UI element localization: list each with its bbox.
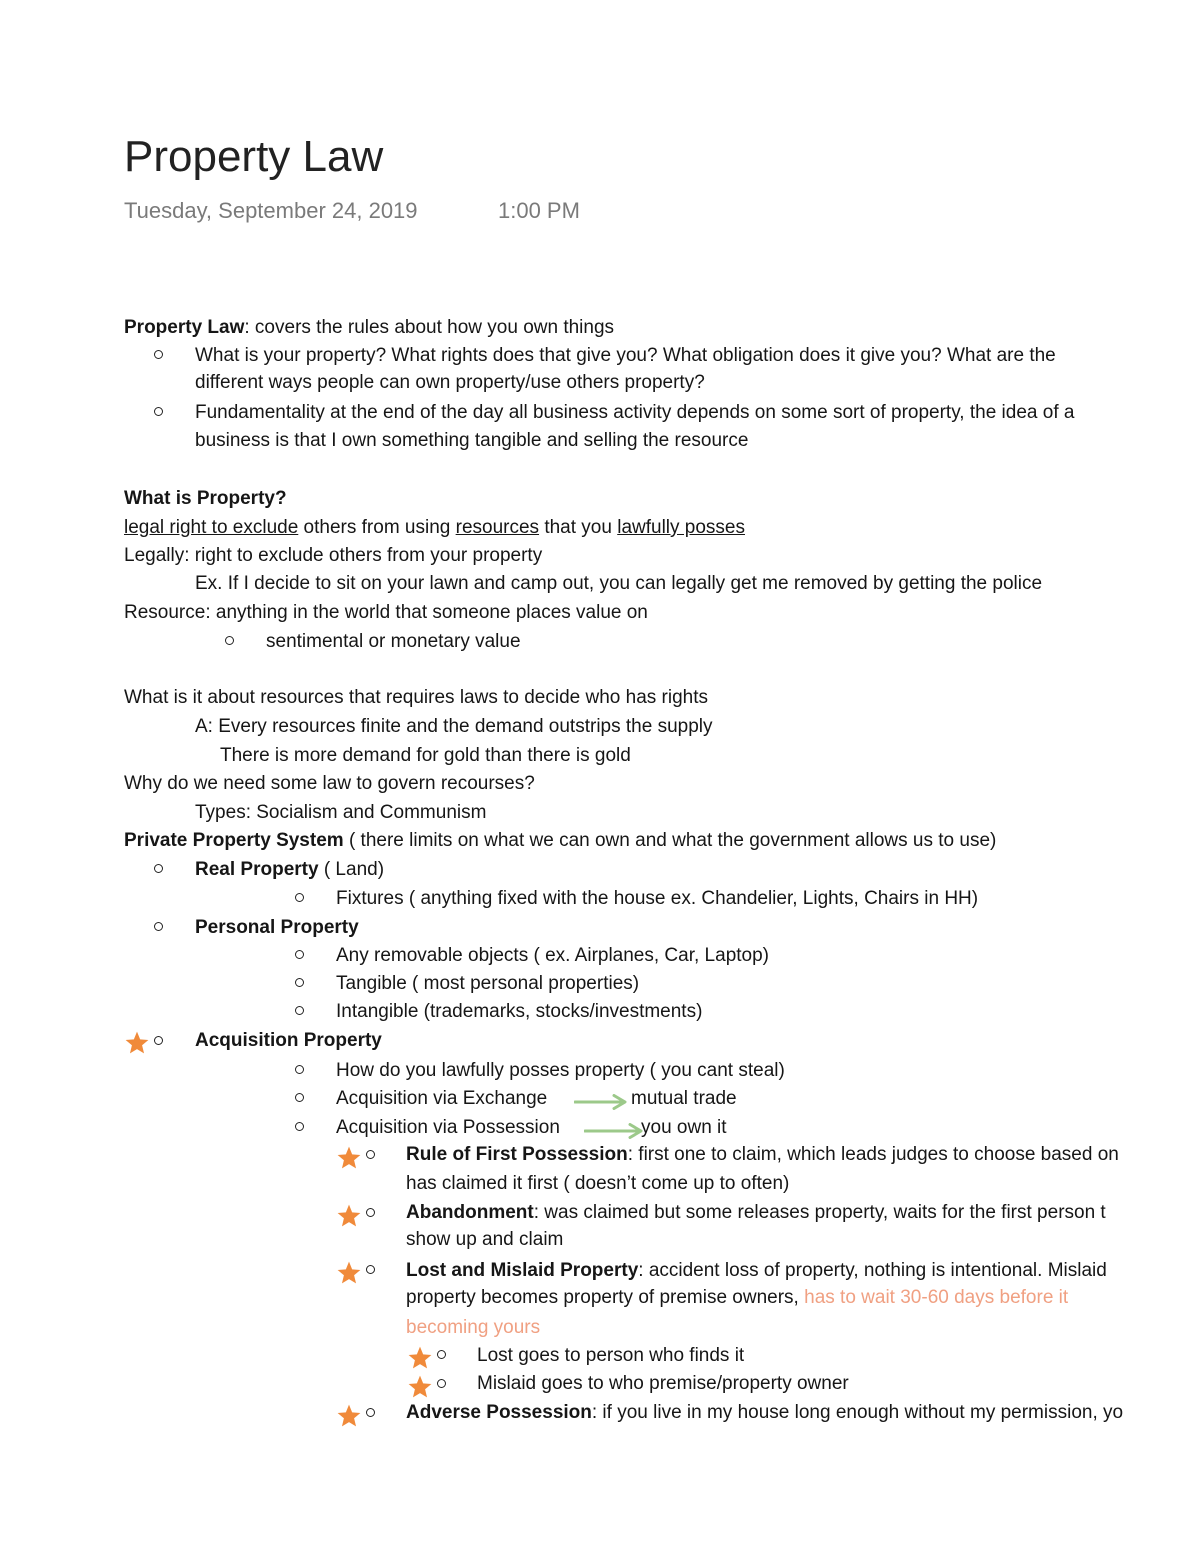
- bullet-icon: [437, 1379, 446, 1388]
- personal-item-1: Any removable objects ( ex. Airplanes, Car, Laptop): [336, 945, 770, 966]
- answer-2: There is more demand for gold than there is gold: [220, 745, 631, 766]
- bullet-icon: [295, 950, 304, 959]
- intro-bullet-1-line-1: What is your property? What rights does that give you? What obligation does it give you? What are the: [195, 345, 1056, 366]
- answer-1: A: Every resources finite and the demand outstrips the supply: [195, 716, 713, 737]
- acquisition-exchange: Acquisition via Exchange: [336, 1088, 548, 1109]
- bullet-icon: [154, 922, 163, 931]
- legally-line: Legally: right to exclude others from your property: [124, 545, 543, 566]
- rule-first-possession-line-1: Rule of First Possession: first one to claim, which leads judges to choose based on: [406, 1144, 1119, 1165]
- bullet-icon: [295, 893, 304, 902]
- acquisition-property-heading: Acquisition Property: [195, 1030, 382, 1051]
- bullet-icon: [295, 1093, 304, 1102]
- question-1: What is it about resources that requires laws to decide who has rights: [124, 687, 709, 708]
- bullet-icon: [295, 978, 304, 987]
- adverse-possession-line-1: Adverse Possession: if you live in my house long enough without my permission, yo: [406, 1402, 1124, 1423]
- acquisition-possession: Acquisition via Possession: [336, 1117, 560, 1138]
- question-2: Why do we need some law to govern recourses?: [124, 773, 535, 794]
- possession-result: you own it: [641, 1117, 727, 1138]
- intro-bullet-2-line-1: Fundamentality at the end of the day all business activity depends on some sort of property, the idea of a: [195, 402, 1075, 423]
- intro-line: [124, 315, 614, 341]
- intro-term: Property Law: [124, 317, 245, 338]
- arrow-right-icon: [574, 1094, 628, 1110]
- bullet-icon: [225, 636, 234, 645]
- intro-bullet-2-line-2: business is that I own something tangible and selling the resource: [195, 430, 749, 451]
- rule-first-possession-line-2: has claimed it first ( doesn’t come up to often): [406, 1173, 790, 1194]
- bullet-icon: [154, 864, 163, 873]
- star-icon: [407, 1374, 433, 1400]
- star-icon: [124, 1030, 150, 1056]
- bullet-icon: [437, 1350, 446, 1359]
- intro-bullet-1-line-2: different ways people can own property/use others property?: [195, 372, 705, 393]
- star-icon: [336, 1260, 362, 1286]
- star-icon: [336, 1203, 362, 1229]
- bullet-icon: [366, 1408, 375, 1417]
- bullet-icon: [295, 1065, 304, 1074]
- page-title: Property Law: [124, 132, 384, 181]
- bullet-icon: [154, 407, 163, 416]
- lost-mislaid-line-3: becoming yours: [406, 1317, 541, 1338]
- bullet-icon: [366, 1208, 375, 1217]
- star-icon: [336, 1145, 362, 1171]
- exchange-result: mutual trade: [631, 1088, 737, 1109]
- star-icon: [336, 1403, 362, 1429]
- abandonment-line-2: show up and claim: [406, 1229, 564, 1250]
- bullet-icon: [295, 1006, 304, 1015]
- star-icon: [407, 1345, 433, 1371]
- bullet-icon: [366, 1265, 375, 1274]
- lost-sub-item-2: Mislaid goes to who premise/property owner: [477, 1373, 849, 1394]
- real-property-line: Real Property ( Land): [195, 859, 385, 880]
- bullet-icon: [366, 1150, 375, 1159]
- intro-definition: : covers the rules about how you own things: [244, 317, 615, 338]
- section-heading-what-is-property: What is Property?: [124, 488, 287, 509]
- example-line: Ex. If I decide to sit on your lawn and camp out, you can legally get me removed by getting the police: [195, 573, 1043, 594]
- page-time: 1:00 PM: [498, 198, 580, 223]
- page-date: Tuesday, September 24, 2019: [124, 198, 418, 223]
- personal-item-2: Tangible ( most personal properties): [336, 973, 640, 994]
- arrow-right-icon: [584, 1123, 644, 1139]
- value-line: sentimental or monetary value: [266, 631, 521, 652]
- lost-sub-item-1: Lost goes to person who finds it: [477, 1345, 745, 1366]
- bullet-icon: [295, 1122, 304, 1131]
- abandonment-line-1: Abandonment: was claimed but some releases property, waits for the first person t: [406, 1202, 1106, 1223]
- property-definition: legal right to exclude others from using resources that you lawfully posses: [124, 517, 745, 538]
- bullet-icon: [154, 350, 163, 359]
- types-line: Types: Socialism and Communism: [195, 802, 487, 823]
- bullet-icon: [154, 1036, 163, 1045]
- lost-mislaid-line-2: property becomes property of premise owners, has to wait 30-60 days before it: [406, 1287, 1069, 1308]
- fixtures-line: Fixtures ( anything fixed with the house ex. Chandelier, Lights, Chairs in HH): [336, 888, 979, 909]
- personal-item-3: Intangible (trademarks, stocks/investments): [336, 1001, 703, 1022]
- private-property-system-line: Private Property System ( there limits on what we can own and what the government allows us to use): [124, 830, 997, 851]
- personal-property-heading: Personal Property: [195, 917, 359, 938]
- acquisition-item-1: How do you lawfully posses property ( you cant steal): [336, 1060, 785, 1081]
- resource-line: Resource: anything in the world that someone places value on: [124, 602, 648, 623]
- lost-mislaid-line-1: Lost and Mislaid Property: accident loss of property, nothing is intentional. Mislaid: [406, 1260, 1107, 1281]
